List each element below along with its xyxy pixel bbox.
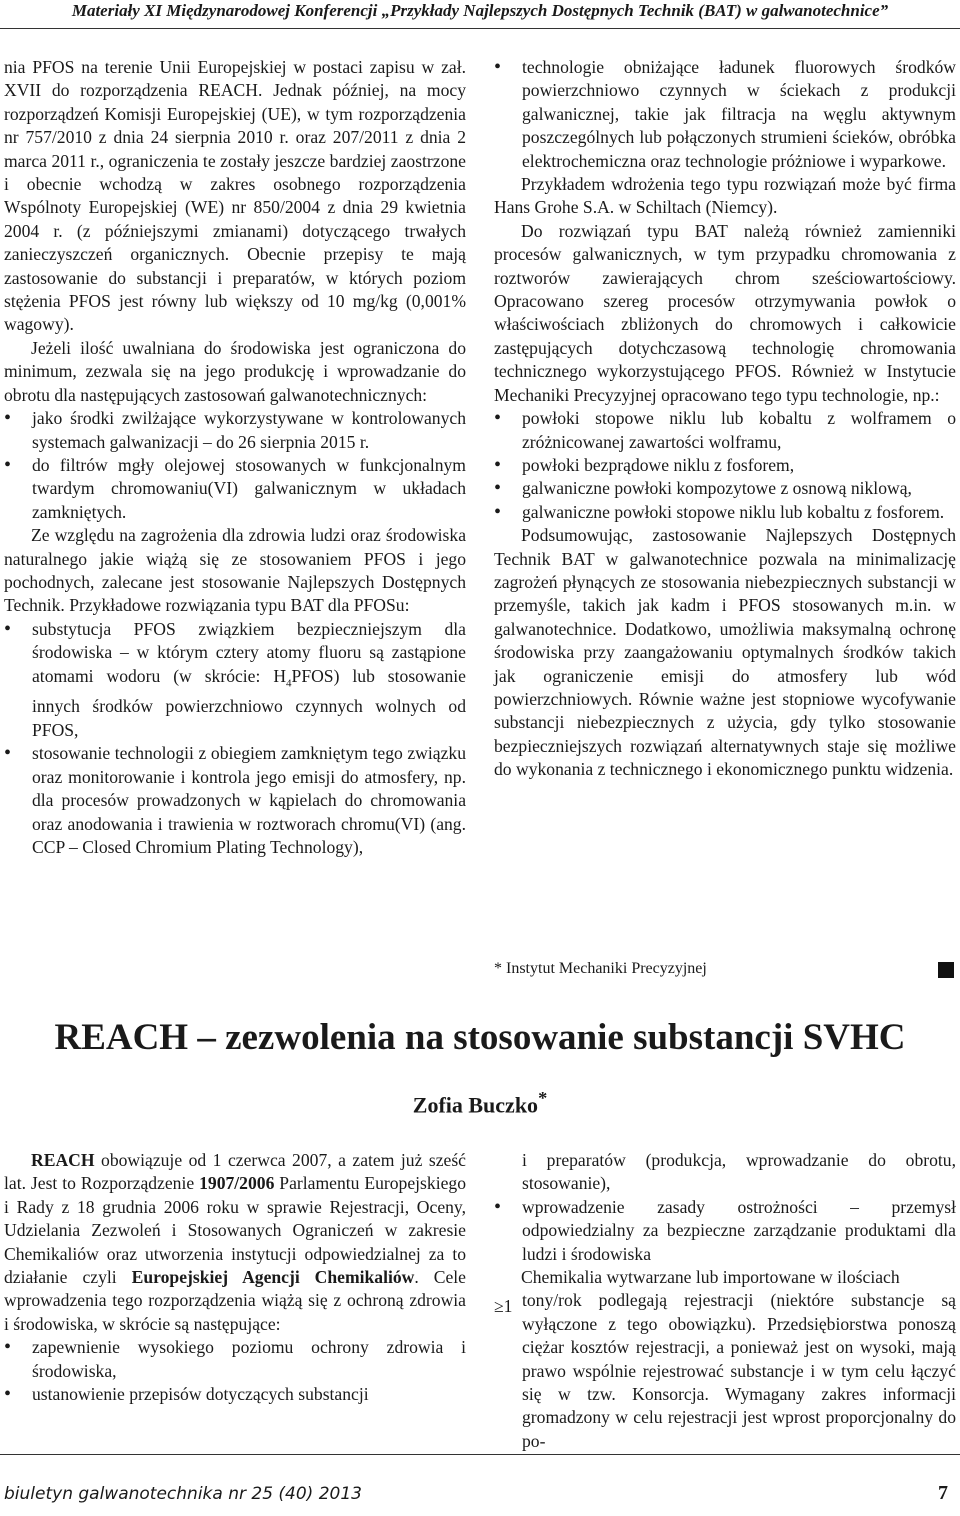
list-item: • galwaniczne powłoki stopowe niklu lub kobaltu z fosforem.: [494, 501, 956, 524]
header-rule: [0, 28, 960, 29]
footnote: * Instytut Mechaniki Precyzyjnej: [494, 960, 707, 977]
list-item: • galwaniczne powłoki kompozytowe z osnową niklową,: [494, 477, 956, 500]
paragraph: nia PFOS na terenie Unii Europejskiej w postaci zapisu w zał. XVII do rozporządzenia REACH. Jednak później, na mocy rozporządzeń Komisji Europejskiej (UE), w tym rozporządzenia nr 757/2010 z dnia 24 sierpnia 2010 r. oraz 207/2011 z dnia 2 marca 2011 r., ograniczenia te zostały jeszcze bardziej zaostrzone i obecnie wchodzą w zakres osobnego rozporządzenia Wspólnoty Europejskiej (WE) nr 850/2004 z dnia 29 kwietnia 2004 r. (z późniejszymi zmianami) dotyczącego trwałych zanieczyszczeń organicznych. Obecnie przepisy te mają zastosowanie do substancji i preparatów, w których poziom stężenia PFOS jest równy lub większy od 10 mg/kg (0,001% wagowy).: [4, 57, 466, 335]
list-item: • wprowadzenie zasady ostrożności – przemysł odpowiedzialny za bezpieczne zarządzanie produktami dla ludzi i środowiska: [494, 1196, 956, 1266]
bold-text: 1907/2006: [199, 1173, 275, 1194]
list-item: [4, 618, 466, 743]
paragraph: [4, 1149, 466, 1336]
article-title: REACH – zezwolenia na stosowanie substancji SVHC: [54, 1017, 906, 1058]
bullet-list: [494, 56, 956, 173]
journal-name: biuletyn galwanotechnika nr 25 (40) 2013: [4, 1484, 362, 1504]
paragraph: tony/rok podlegają rejestracji (niektóre substancje są wyłączone z tego obowiązku). Przedsiębiorstwa ponoszą ciężar kosztów rejestracji, a ponieważ jest on wysoki, mają prawo wspólnie rejestrować substancje i w tym celu łączyć się w tzw. Konsorcja. Wymagany zakres informacji gromadzony w celu rejestracji jest wprost proporcjonalny do po-: [522, 1290, 956, 1451]
list-item: • zapewnienie wysokiego poziomu ochrony zdrowia i środowiska,: [4, 1336, 466, 1383]
list-item: • powłoki bezprądowe niklu z fosforem,: [494, 454, 956, 477]
column-3: [4, 1149, 466, 1406]
column-2: [494, 56, 956, 782]
list-item: • stosowanie technologii z obiegiem zamkniętym tego związku oraz monitorowanie i kontrola jego emisji do atmosfery, np. dla procesów prowadzonych w kąpielach do chromowania oraz anodowania i trawienia w roztworach chromu(VI) (ang. CCP – Closed Chromium Plating Technology),: [4, 742, 466, 859]
paragraph: Podsumowując, zastosowanie Najlepszych Dostępnych Technik BAT w galwanotechnice pozwala na minimalizację zagrożeń płynących ze stosowania niebezpiecznych substancji w przemyśle, takich jak kadm i PFOS stosowanych m.in. w galwanotechnice. Dodatkowo, umożliwia maksymalną ochronę środowiska przy zaangażowaniu optymalnych środków takich jak ograniczenie emisji do atmosfery lub wód powierzchniowych. Równie ważne jest stopniowe wycofywanie substancji niebezpiecznych z użycia, gdy tylko stosowanie bezpieczniejszych rozwiązań alternatywnych staje się możliwe do wykonania z technicznego i ekonomicznego punktu widzenia.: [494, 525, 956, 780]
subscript: 4: [286, 677, 292, 690]
bullet-list: [494, 407, 956, 524]
text: PFOS) lub stosowanie innych środków powierzchniowo czynnych wolnych od PFOS,: [32, 665, 466, 740]
page-number: 7: [938, 1482, 948, 1504]
author-name: Zofia Buczko: [412, 1092, 539, 1118]
bullet-list: [4, 618, 466, 860]
column-4: [494, 1149, 956, 1453]
paragraph: Do rozwiązań typu BAT należą również zamienniki procesów galwanicznych, w tym przypadku chromowania z roztworów zawierających chrom sześciowartościowy. Opracowano szereg procesów otrzymywania powłok o właściwościach zbliżonych do chromowych i całkowicie zastępujących dotychczasową technologię chromowania technicznego wykorzystującego PFOS. Również w Instytucie Mechaniki Precyzyjnej opracowano tego typu technologie, np.:: [494, 220, 956, 405]
article-author: [0, 1088, 960, 1118]
paragraph: Przykładem wdrożenia tego typu rozwiązań może być firma Hans Grohe S.A. w Schiltach (Niemcy).: [494, 174, 956, 218]
footer-rule: [0, 1454, 960, 1455]
text: obowiązuje od 1 czerwca 2007, a zatem już sześć lat. Jest to Rozporządzenie: [4, 1150, 466, 1194]
bold-text: REACH: [31, 1150, 95, 1170]
bullet-list: [4, 407, 466, 524]
greater-equal-symbol: ≥1: [494, 1296, 513, 1316]
paragraph: Ze względu na zagrożenia dla zdrowia ludzi oraz środowiska naturalnego jakie wiążą się ze stosowaniem PFOS i jego pochodnych, zalecane jest stosowanie Najlepszych Dostępnych Technik. Przykładowe rozwiązania typu BAT dla PFOSu:: [4, 525, 466, 616]
column-1: [4, 56, 466, 859]
list-continuation: i preparatów (produkcja, wprowadzanie do obrotu, stosowanie),: [522, 1150, 956, 1194]
text: . Cele wprowadzenia tego rozporządzenia wiążą się z ochroną zdrowia i środowiska, w skrócie są następujące:: [4, 1267, 466, 1334]
bold-text: Europejskiej Agencji Chemikaliów: [131, 1267, 415, 1288]
list-item: • jako środki zwilżające wykorzystywane w kontrolowanych systemach galwanizacji – do 26 sierpnia 2015 r.: [4, 407, 466, 454]
text: substytucja PFOS związkiem bezpieczniejszym dla środowiska – w którym cztery atomy fluoru są zastąpione atomami wodoru (w skrócie: H: [32, 618, 466, 686]
author-footnote-mark: *: [538, 1088, 548, 1108]
list-item: • technologie obniżające ładunek fluorowych środków powierzchniowo czynnych w ściekach z produkcji galwanicznej, takie jak filtracja na węglu aktywnym poszczególnych lub połączonych strumieni ścieków, obróbka elektrochemiczna oraz technologie próżniowe i wyparkowe.: [494, 56, 956, 173]
list-item: • powłoki stopowe niklu lub kobaltu z wolframem o zróżnicowanej zawartości wolframu,: [494, 407, 956, 454]
paragraph: Chemikalia wytwarzane lub importowane w ilościach: [521, 1267, 900, 1288]
text: Parlamentu Europejskiego i Rady z 18 grudnia 2006 roku w sprawie Rejestracji, Oceny, Udzielania Zezwoleń i Stosowanych Ograniczeń w zakresie Chemikaliów oraz utworzenia instytucji odpowiedzialnej za to działanie czyli: [4, 1173, 466, 1288]
list-item: • ustanowienie przepisów dotyczących substancji: [4, 1383, 466, 1406]
bullet-list: [494, 1196, 956, 1266]
list-item: • do filtrów mgły olejowej stosowanych w funkcjonalnym twardym chromowaniu(VI) galwanicznym w układach zamkniętych.: [4, 454, 466, 524]
paragraph: Jeżeli ilość uwalniana do środowiska jest ograniczona do minimum, zezwala się na jego produkcję i wprowadzanie do obrotu dla następujących zastosowań galwanotechnicznych:: [4, 337, 466, 405]
bullet-list: [4, 1336, 466, 1406]
end-of-article-mark: [938, 962, 954, 978]
running-header: Materiały XI Międzynarodowej Konferencji „Przykłady Najlepszych Dostępnych Technik (BAT) w galwanotechnice”: [71, 1, 889, 20]
